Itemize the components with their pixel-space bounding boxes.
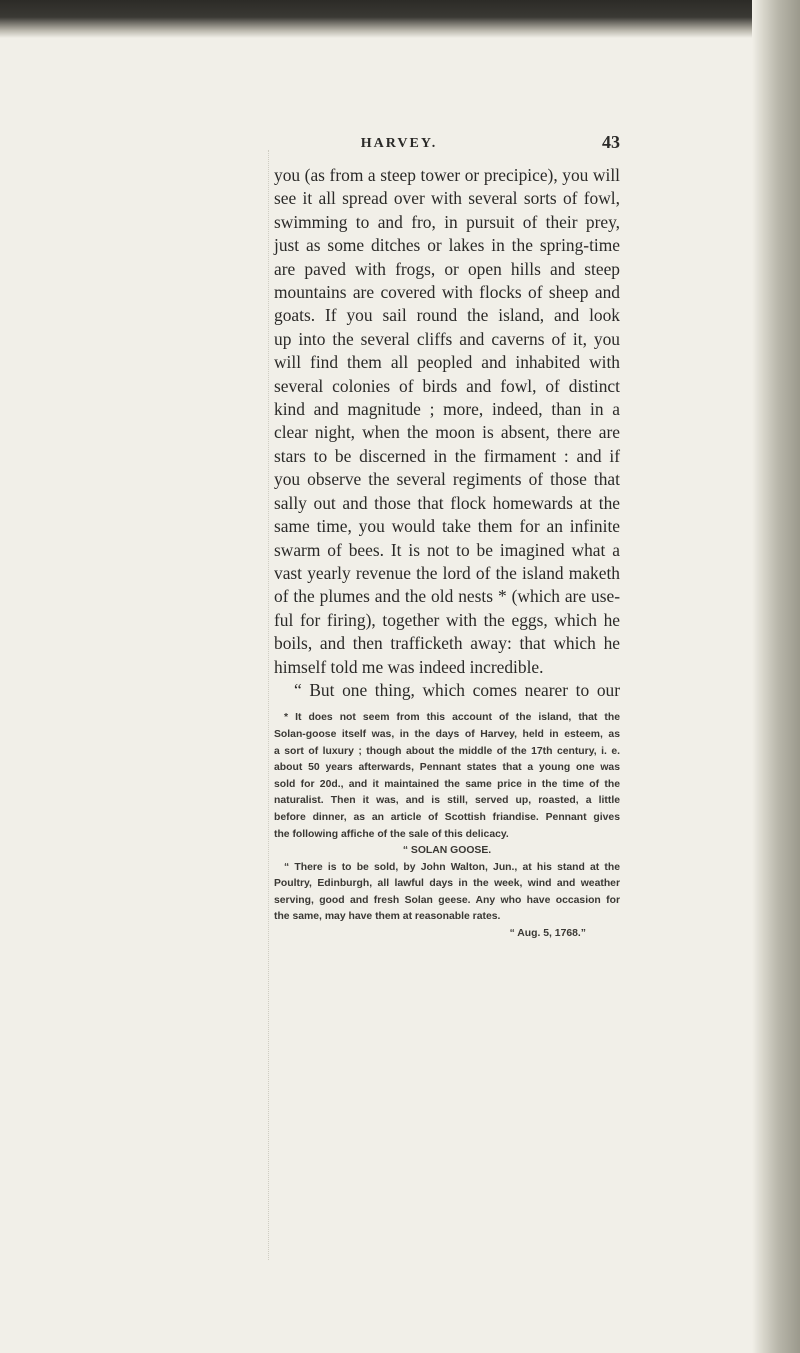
text-line: himself told me was indeed incredible. [274,656,544,677]
text-line: up into the several cliffs and caverns of it, you [274,328,620,349]
footnote-line: Solan-goose itself was, in the days of Harvey, held in esteem, as [274,728,620,740]
gutter-marks [268,150,273,1260]
page-number: 43 [602,132,620,152]
footnote-line: Poultry, Edinburgh, all lawful days in the week, wind and weather [274,878,620,890]
footnote-line: sold for 20d., and it maintained the same price in the time of the [274,778,620,790]
text-line: several colonies of birds and fowl, of distinct [274,375,620,396]
text-line: of the plumes and the old nests * (which are use- [274,586,620,607]
text-line: clear night, when the moon is absent, there are [274,422,620,443]
footnote [274,710,620,942]
footnote-line: naturalist. Then it was, and is still, served up, roasted, a little [274,795,620,807]
text-line: you (as from a steep tower or precipice), you will [274,165,620,185]
text-line: see it all spread over with several sorts of fowl, [274,188,620,209]
text-line: you observe the several regiments of those that [274,469,620,490]
footnote-line: before dinner, as an article of Scottish friandise. Pennant gives [274,811,620,823]
page-top-shadow [0,0,800,38]
text-line: “ But one thing, which comes nearer to our [294,679,620,700]
footnote-line: the same, may have them at reasonable rates. [274,911,501,923]
text-line: vast yearly revenue the lord of the island maketh [274,562,620,583]
book-spine-shadow [752,0,800,1353]
text-line: same time, you would take them for an infinite [274,516,620,537]
text-line: mountains are covered with flocks of sheep and [274,282,620,303]
main-text [274,164,620,702]
text-line: goats. If you sail round the island, and look [274,305,620,326]
footnote-line: serving, good and fresh Solan geese. Any who have occasion for [274,894,620,906]
text-line: boils, and then trafficketh away: that which he [274,633,620,654]
running-title: HARVEY. [360,136,438,151]
running-head [274,130,620,160]
footnote-line: about 50 years afterwards, Pennant states that a young one was [274,762,620,774]
footnote-line: “ There is to be sold, by John Walton, Jun., at his stand at the [284,861,620,873]
text-line: just as some ditches or lakes in the spring-time [274,235,620,256]
footnote-line: the following affiche of the sale of this delicacy. [274,828,509,840]
text-line: swimming to and fro, in pursuit of their prey, [274,211,620,232]
text-line: sally out and those that flock homewards at the [274,492,620,513]
footnote-line: a sort of luxury ; though about the middle of the 17th century, i. e. [274,745,620,757]
text-line: stars to be discerned in the firmament : and if [274,445,620,466]
text-line: are paved with frogs, or open hills and steep [274,258,620,279]
footnote-date: “ Aug. 5, 1768.” [509,928,586,940]
footnote-heading: “ SOLAN GOOSE. [402,845,492,857]
text-line: will find them all peopled and inhabited with [274,352,620,373]
text-line: ful for firing), together with the eggs, which he [274,609,620,630]
text-line: kind and magnitude ; more, indeed, than in a [274,399,620,420]
text-line: swarm of bees. It is not to be imagined what a [274,539,620,560]
book-page [274,130,620,943]
footnote-line: * It does not seem from this account of the island, that the [284,712,620,724]
